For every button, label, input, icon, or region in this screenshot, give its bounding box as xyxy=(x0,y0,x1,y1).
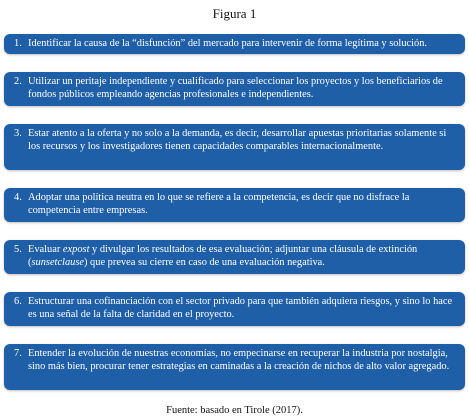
item-text: Estar atento a la oferta y no solo a la demanda, es decir, desarrollar apuestas prioritarias solamente si los recursos y los investigadores tienen capacidades comparables internacionalmente. xyxy=(28,128,447,152)
figure-source: Fuente: basado en Tirole (2017). xyxy=(166,405,303,416)
item-number: 2. xyxy=(14,76,22,87)
recommendation-box-5 xyxy=(4,240,465,274)
item-text: Entender la evolución de nuestras economías, no empecinarse en recuperar la industria por nostalgia, sino más bien, procurar tener estrategias en caminadas a la creación de nichos de alto valor agregado. xyxy=(28,348,450,372)
recommendation-box-2 xyxy=(4,72,465,106)
item-text: Estructurar una cofinanciación con el sector privado para que también adquiera riesgos, y sino lo hace es una señal de la falta de claridad en el proyecto. xyxy=(28,296,453,320)
recommendation-box-3 xyxy=(4,124,465,170)
recommendation-box-7 xyxy=(4,344,465,390)
recommendation-box-1 xyxy=(4,34,465,54)
figure-title: Figura 1 xyxy=(212,6,257,21)
item-number: 3. xyxy=(14,128,22,139)
item-number: 6. xyxy=(14,296,22,307)
item-number: 4. xyxy=(14,192,22,203)
item-text: Utilizar un peritaje independiente y cualificado para seleccionar los proyectos y los beneficiarios de fondos públicos empleando agencias profesionales e independientes. xyxy=(28,76,443,100)
item-text: Adoptar una política neutra en lo que se refiere a la competencia, es decir que no disfrace la competencia entre empresas. xyxy=(28,192,410,216)
item-number: 1. xyxy=(14,38,22,49)
recommendation-box-4 xyxy=(4,188,465,222)
item-text: Evaluar expost y divulgar los resultados de esa evaluación; adjuntar una cláusula de extinción (sunsetclause) que prevea su cierre en caso de una evaluación negativa. xyxy=(28,244,418,268)
recommendation-box-6 xyxy=(4,292,465,326)
item-number: 5. xyxy=(14,244,22,255)
item-text: Identificar la causa de la “disfunción” del mercado para intervenir de forma legítima y solución. xyxy=(28,38,428,49)
item-number: 7. xyxy=(14,348,22,359)
